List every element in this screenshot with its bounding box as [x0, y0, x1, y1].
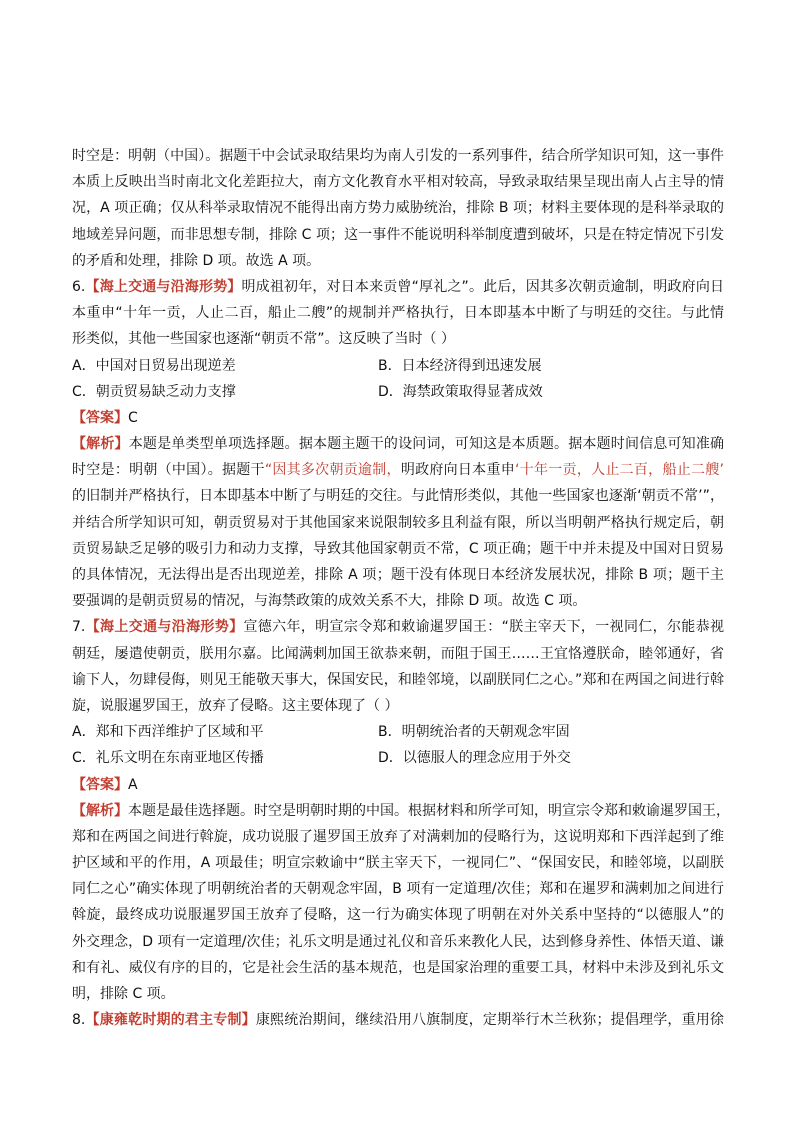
q7-option-a: A．郑和下西洋维护了区域和平 — [72, 724, 264, 741]
q7-stem-line: 谕下人，勿肆侵侮，则见王能敬天事大，保国安民，和睦邻境，以副朕同仁之心。”郑和在两国之间进行斡 — [72, 671, 724, 688]
q7-options-row — [72, 719, 724, 745]
q7-analysis-line: 同仁之心”确实体现了明朝统治者的天朝观念牢固，B 项有一定道理/次佳；郑和在暹罗和满剌加之间进行 — [72, 881, 724, 898]
q6-quote: “因其多次朝贡逾制， — [264, 462, 401, 479]
q8-stem-text: 康熙统治期间，继续沿用八旗制度，定期举行木兰秋狝；提倡理学，重用徐 — [255, 1012, 725, 1029]
q7-option-d: D．以德服人的理念应用于外交 — [378, 750, 571, 767]
document-page — [72, 143, 730, 1033]
q6-stem-line — [72, 274, 724, 300]
q6-analysis-line: 的具体情况，无法得出是否出现逆差，排除 A 项；题干没有体现日本经济发展状况，排除 B 项；题干主 — [72, 567, 724, 583]
q7-analysis-line: 外交理念，D 项有一定道理/次佳；礼乐文明是通过礼仪和音乐来教化人民，达到修身养性、体悟天道、谦 — [72, 933, 724, 950]
q6-option-b: B．日本经济得到迅速发展 — [378, 357, 542, 374]
q6-stem-line: 本重申“十年一贡，人止二百，船止二艘”的规制并严格执行，日本即基本中断了与明廷的交往。与此情 — [72, 305, 724, 322]
answer-value: A — [128, 776, 138, 793]
q5-analysis — [72, 143, 724, 274]
q6-analysis-line: 要强调的是朝贡贸易的情况，与海禁政策的成效关系不大，排除 D 项。故选 C 项。 — [72, 593, 587, 610]
q5-analysis-line: 地域差异问题，而非思想专制，排除 C 项；这一事件不能说明科举制度遭到破坏，只是在特定情况下引发 — [72, 226, 724, 243]
analysis-label: 【解析】 — [72, 436, 129, 453]
question-7 — [72, 614, 730, 1007]
q6-options-row — [72, 353, 724, 379]
q7-analysis-line: 郑和在两国之间进行斡旋，成功说服了暹罗国王放弃了对满剌加的侵略行为，这说明郑和下西洋起到了维 — [72, 828, 724, 845]
q8-stem-line — [72, 1007, 724, 1033]
q8-number: 8. — [72, 1012, 86, 1029]
q6-option-a: A．中国对日贸易出现逆差 — [72, 357, 236, 374]
q6-options-row — [72, 379, 724, 405]
q6-analysis-text: 明政府向日本重申 — [400, 462, 515, 479]
q7-number: 7. — [72, 619, 86, 636]
q7-option-b: B．明朝统治者的天朝观念牢固 — [378, 724, 570, 741]
answer-label: 【答案】 — [72, 409, 128, 426]
answer-value: C — [128, 409, 138, 426]
q6-answer — [72, 405, 724, 431]
q7-answer — [72, 772, 724, 798]
q6-quote: ‘十年一贡，人止二百，船止二艘’ — [515, 462, 724, 479]
q6-analysis-text: 本题是单类型单项选择题。据本题主题干的设问词，可知这是本质题。据本题时间信息可知准确 — [128, 436, 725, 453]
q7-analysis-line: 护区域和平的作用，A 项最佳；明宣宗敕谕中“朕主宰天下，一视同仁”、“保国安民，和睦邻境，以副朕 — [72, 855, 724, 872]
q6-stem-text: 明成祖初年，对日本来贡曾“厚礼之”。此后，因其多次朝贡逾制，明政府向日 — [241, 278, 724, 295]
q6-analysis-line — [72, 431, 724, 457]
q7-options-row — [72, 745, 724, 771]
q5-analysis-line: 时空是：明朝（中国）。据题干中会试录取结果均为南人引发的一系列事件，结合所学知识可知，这一事件 — [72, 148, 724, 164]
q7-analysis-line — [72, 798, 730, 824]
q7-stem-line: 旋，说服暹罗国王，放弃了侵略。这主要体现了（ ） — [72, 697, 399, 714]
q7-stem-text: 宣德六年，明宣宗令郑和敕谕暹罗国王：“朕主宰天下，一视同仁，尔能恭视 — [243, 619, 724, 636]
q6-analysis-line — [72, 457, 724, 483]
q7-analysis-line: 和有礼、威仪有序的目的，它是社会生活的基本规范，也是国家治理的重要工具，材料中未涉及到礼乐文 — [72, 959, 724, 976]
q6-analysis-line: 并结合所学知识可知，朝贡贸易对于其他国家来说限制较多且利益有限，所以当明朝严格执行规定后，朝 — [72, 514, 724, 531]
q8-topic-tag: 【康雍乾时期的君主专制】 — [85, 1012, 256, 1029]
q6-option-d: D．海禁政策取得显著成效 — [378, 383, 543, 400]
question-6 — [72, 274, 724, 614]
q7-analysis-text: 本题是最佳选择题。时空是明朝时期的中国。根据材料和所学可知，明宣宗令郑和敕谕暹罗国王， — [128, 802, 730, 819]
analysis-label: 【解析】 — [72, 802, 128, 819]
q6-option-c: C．朝贡贸易缺乏动力支撑 — [72, 383, 236, 400]
q6-topic-tag: 【海上交通与沿海形势】 — [85, 278, 242, 295]
q6-number: 6. — [72, 278, 86, 295]
answer-label: 【答案】 — [72, 776, 128, 793]
q6-analysis-line: 贡贸易缺乏足够的吸引力和动力支撑，导致其他国家朝贡不常，C 项正确；题干中并未提及中国对日贸易 — [72, 540, 724, 557]
q7-analysis-line: 斡旋，最终成功说服暹罗国王放弃了侵略，这一行为确实体现了明朝在对外关系中坚持的“以德服人”的 — [72, 907, 724, 924]
q7-analysis-line: 明，排除 C 项。 — [72, 986, 175, 1002]
question-8 — [72, 1007, 724, 1033]
q6-analysis-line: 的旧制并严格执行，日本即基本中断了与明廷的交往。与此情形类似，其他一些国家也逐渐‘朝贡不常’”， — [72, 488, 724, 505]
q7-topic-tag: 【海上交通与沿海形势】 — [85, 619, 244, 636]
q7-stem-line — [72, 614, 724, 640]
q5-analysis-line: 的矛盾和处理，排除 D 项。故选 A 项。 — [72, 252, 321, 269]
q7-option-c: C．礼乐文明在东南亚地区传播 — [72, 750, 264, 767]
q6-analysis-text: 时空是：明朝（中国）。据题干 — [72, 462, 265, 479]
q7-stem-line: 朝廷，屡遣使朝贡，朕用尔嘉。比闻满剌加国王欲恭来朝，而阻于国王……王宜恪遵朕命，睦邻通好，省 — [72, 645, 724, 662]
q5-analysis-line: 本质上反映出当时南北文化差距拉大，南方文化教育水平相对较高，导致录取结果呈现出南人占主导的情 — [72, 174, 724, 191]
q6-stem-line: 形类似，其他一些国家也逐渐“朝贡不常”。这反映了当时（ ） — [72, 331, 455, 348]
q5-analysis-line: 况，A 项正确；仅从科举录取情况不能得出南方势力威胁统治，排除 B 项；材料主要体现的是科举录取的 — [72, 200, 724, 217]
